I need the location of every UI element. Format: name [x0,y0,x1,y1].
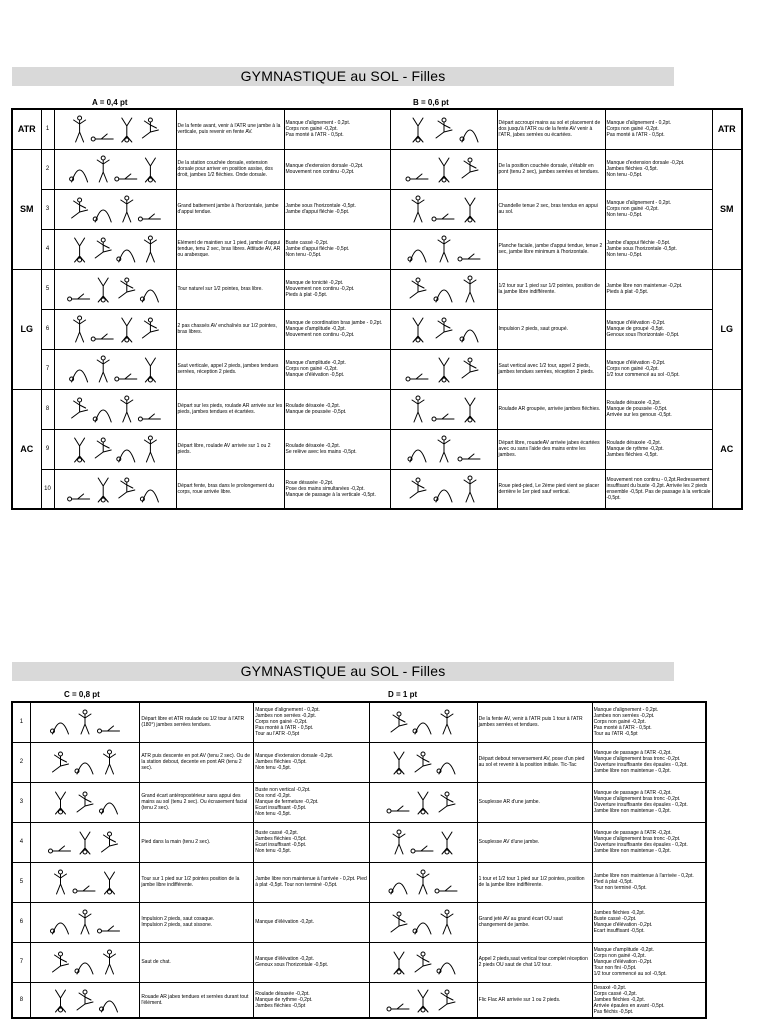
gymnast-figure-illustration [375,826,471,858]
group-label-right: AC [712,389,742,509]
gymnast-figure-illustration [375,946,471,978]
gymnast-figure-illustration [392,392,496,426]
gymnast-figure-illustration [392,232,496,266]
page1-title: GYMNASTIQUE au SOL - Filles [12,67,674,86]
illustration-d-cell [370,742,477,782]
illustration-b-cell [390,469,497,509]
illustration-b-cell [390,269,497,309]
element-number: 10 [41,469,54,509]
table-row [12,189,742,229]
element-number: 3 [41,189,54,229]
faults-b: Manque d'élévation -0,2pt. Corps non gainé -0,2pt. 1/2 tour commencé au sol -0,5pt. [605,349,712,389]
gymnast-figure-illustration [36,826,134,858]
illustration-c-cell [30,902,140,942]
faults-b: Manque d'alignement - 0,2pt. Corps non gainé -0,2pt. Pas monté à l'ATR - 0,5pt. [605,109,712,149]
illustration-d-cell [370,702,477,742]
element-number: 6 [12,902,30,942]
faults-a: Manque d'amplitude -0,2pt. Corps non gainé -0,2pt. Manque d'élévation -0,5pt. [284,349,390,389]
faults-d: Manque d'alignement - 0,2pt. Jambes non serrées -0,2pt. Corps non gainé -0,2pt. Pas monté à l'ATR - 0,5pt. Tour au l'ATR -0,5pt [592,702,706,742]
illustration-d-cell [370,902,477,942]
description-b: Départ libre, rouadeAV arrivée jabes écartées avec ou sans l'aide des mains entre les jambes. [497,429,605,469]
table-row [12,109,742,149]
illustration-c-cell [30,982,140,1018]
gymnast-figure-illustration [56,352,174,386]
group-label-right: ATR [712,109,742,149]
group-label-left: ATR [12,109,41,149]
description-d: Grand jeté AV au grand écart OU saut changement de jambe. [477,902,592,942]
illustration-b-cell [390,349,497,389]
group-label-right: LG [712,269,742,389]
faults-c: Jambe libre non maintenue à l'arrivée - 0,2pt. Pied à plat -0,5pt. Tour non terminé -0,5pt. [254,862,370,902]
faults-d: Manque de passage à l'ATR -0,2pt. Manque d'alignement bras tronc -0,2pt. Ouverture insuffisante des épaules - 0,2pt. Jambe libre non maintenue - 0,2pt. [592,782,706,822]
gymnast-figure-illustration [375,706,471,738]
description-a: Départ libre, roulade AV arrivée sur 1 ou 2 pieds. [176,429,284,469]
illustration-d-cell [370,782,477,822]
description-a: Tour naturel sur 1/2 pointes, bras libre. [176,269,284,309]
description-b: De la position couchée dorsale, s'établir en pont (tenu 2 sec), jambes serrées et tendues. [497,149,605,189]
gymnast-figure-illustration [36,746,134,778]
gymnast-figure-illustration [392,312,496,346]
illustration-a-cell [54,429,176,469]
description-a: De la fente avant, venir à l'ATR une jambe à la verticale, puis revenir en fente AV. [176,109,284,149]
table-row [12,429,742,469]
illustration-d-cell [370,862,477,902]
gymnast-figure-illustration [392,472,496,506]
faults-a: Roulade désaxée -0,2pt. Se relève avec les mains -0,5pt. [284,429,390,469]
faults-b: Manque d'alignement - 0,2pt. Corps non gainé -0,2pt. Non tenu -0,5pt. [605,189,712,229]
faults-a: Roulade désaxée -0,2pt. Manque de poussée -0,5pt. [284,389,390,429]
faults-c: Buste non vertical -0,2pt. Dos rond -0,2pt. Manque de fermeture -0,2pt. Ecart insuffisant -0,5pt. Non tenu -0,5pt. [254,782,370,822]
element-number: 4 [12,822,30,862]
description-b: Roue pied-pied, Le 2ème pied vient se placer derrière le 1er pied sauf vertical. [497,469,605,509]
gymnast-figure-illustration [392,192,496,226]
group-label-left: LG [12,269,41,389]
element-number: 3 [12,782,30,822]
illustration-c-cell [30,742,140,782]
gymnast-figure-illustration [56,112,174,146]
gymnast-figure-illustration [375,906,471,938]
faults-c: Manque d'alignement - 0,2pt. Jambes non serrées -0,2pt. Corps non gainé -0,2pt. Pas monté à l'ATR - 0,5pt. Tour au l'ATR -0,5pt [254,702,370,742]
element-number: 2 [12,742,30,782]
gymnast-figure-illustration [392,152,496,186]
element-number: 1 [12,702,30,742]
description-c: Rouade AR jabes tendues et serrées durant tout l'élément. [140,982,254,1018]
table-row [12,742,706,782]
description-b: 1/2 tour sur 1 pied sur 1/2 pointes, position de la jambe libre indifférente. [497,269,605,309]
illustration-a-cell [54,469,176,509]
faults-d: Manque d'amplitude -0,2pt. Corps non gainé -0,2pt. Manque d'élévation -0,2pt. Tour non fini -0,5pt. 1/2 tour commencé au sol -0,5pt. [592,942,706,982]
description-d: Appel 2 pieds,saut vertical tour complet réception 2 pieds OU saut de chat 1/2 tour. [477,942,592,982]
illustration-a-cell [54,109,176,149]
element-number: 5 [41,269,54,309]
description-c: Tour sur 1 pied sur 1/2 pointes position de la jambe libre indifférente. [140,862,254,902]
description-a: Saut verticale, appel 2 pieds, jambes tendues serrées, réception 2 pieds. [176,349,284,389]
description-d: Souplesse AR d'une jambe. [477,782,592,822]
illustration-a-cell [54,349,176,389]
page2-title: GYMNASTIQUE au SOL - Filles [12,662,674,681]
gymnast-figure-illustration [36,706,134,738]
description-d: Flic Flac AR arrivée sur 1 ou 2 pieds. [477,982,592,1018]
description-b: Saut vertical avec 1/2 tour, appel 2 pieds, jambes tendues serrées, réception 2 pieds. [497,349,605,389]
table-row [12,149,742,189]
gymnast-figure-illustration [36,866,134,898]
illustration-b-cell [390,429,497,469]
description-b: Planche faciale, jambe d'appui tendue, tenue 2 sec, jambe libre minimum à l'horizontale. [497,229,605,269]
table-row [12,862,706,902]
description-d: Départ debout renversement AV, pose d'un pied au sol et revenir à la position initiale. Tic-Tac [477,742,592,782]
gymnast-figure-illustration [56,192,174,226]
table-row [12,942,706,982]
gymnast-figure-illustration [36,906,134,938]
gymnast-figure-illustration [392,352,496,386]
faults-d: Jambes fléchies -0,2pt. Buste cassé -0,2pt. Manque d'élévation -0,2pt. Ecart insuffisant -0,5pt. [592,902,706,942]
description-b: Chandelle tenue 2 sec, bras tendus en appui au sol. [497,189,605,229]
description-c: Départ libre et ATR roulade ou 1/2 tour à l'ATR (180°) jambes serrées tendues. [140,702,254,742]
faults-a: Jambe sous l'horizontale -0,5pt. Jambe d'appui fléchie -0,5pt. [284,189,390,229]
table-row [12,309,742,349]
description-b: Impulsion 2 pieds, saut groupé. [497,309,605,349]
column-a-heading: A = 0,4 pt [92,98,128,107]
faults-d: Jambe libre non maintenue à l'arrivée - 0,2pt. Pied à plat -0,5pt. Tour non terminé -0,5pt. [592,862,706,902]
table-row [12,269,742,309]
gymnast-figure-illustration [36,984,134,1016]
gymnast-figure-illustration [56,472,174,506]
element-number: 2 [41,149,54,189]
description-c: Impulsion 2 pieds, saut cosaque. Impulsion 2 pieds, saut sissone. [140,902,254,942]
gymnast-figure-illustration [56,312,174,346]
element-number: 6 [41,309,54,349]
faults-c: Manque d'élévation -0,2pt. Genoux sous l'horizontale -0,5pt. [254,942,370,982]
gymnast-figure-illustration [392,272,496,306]
faults-c: Manque d'élévation -0,2pt. [254,902,370,942]
illustration-d-cell [370,822,477,862]
table-row [12,469,742,509]
description-a: Départ sur les pieds, roulade AR arrivée sur les pieds, jambes tendues et écartées. [176,389,284,429]
faults-a: Manque de coordination bras jambe - 0,2pt. Manque d'amplitude -0,2pt. Mouvement non continu -0,2pt. [284,309,390,349]
element-number: 7 [41,349,54,389]
illustration-c-cell [30,782,140,822]
faults-d: Manque de passage à l'ATR -0,2pt. Manque d'alignement bras tronc -0,2pt. Ouverture insuffisante des épaules - 0,2pt. Jambe libre non maintenue - 0,2pt. [592,742,706,782]
element-number: 8 [12,982,30,1018]
illustration-a-cell [54,309,176,349]
faults-b: Roulade désaxée -0,2pt. Manque de rythme -0,2pt. Jambes fléchies -0,5pt. [605,429,712,469]
gymnast-figure-illustration [375,984,471,1016]
description-c: ATR puis descente en pot AV (tenu 2 sec). Ou de la station debout, decente en pont AR (tenu 2 sec). [140,742,254,782]
description-d: Souplesse AV d'une jambe. [477,822,592,862]
illustration-b-cell [390,109,497,149]
gymnast-figure-illustration [56,232,174,266]
table-row [12,389,742,429]
illustration-a-cell [54,389,176,429]
illustration-b-cell [390,309,497,349]
faults-a: Manque de tonicité -0,2pt. Mouvement non continu -0,2pt. Pieds à plat -0,5pt. [284,269,390,309]
table-row [12,782,706,822]
gymnast-figure-illustration [56,392,174,426]
illustration-a-cell [54,189,176,229]
table-row [12,229,742,269]
table-row [12,349,742,389]
element-number: 5 [12,862,30,902]
table-row [12,702,706,742]
table-row [12,902,706,942]
description-b: Départ accroupi mains au sol et placement de dos jusqu'à l'ATR ou de la fente AV venir à l'ATR, jabes serrées ou écartées. [497,109,605,149]
description-a: De la station couchée dorsale, extension dorsale pour arriver en position assise, dos droit, jambes 1/2 fléchies. Onde dorsale. [176,149,284,189]
illustration-b-cell [390,229,497,269]
illustration-b-cell [390,149,497,189]
description-a: Elément de maintien sur 1 pied, jambe d'appui tendue, tenu 2 sec, bras libres. Attitude AV, AR ou arabesque. [176,229,284,269]
description-a: Grand battement jambe à l'horizontale, jambe d'appui tendue. [176,189,284,229]
illustration-a-cell [54,149,176,189]
faults-d: Desaxé -0,2pt. Corps cassé -0,2pt. Jambes fléchies -0,2pt. Arrivée épaules en avant -0,5pt. Pas fléchis -0,5pt. [592,982,706,1018]
description-a: 2 pas chassés AV enchaînés sur 1/2 pointes, bras libres. [176,309,284,349]
faults-a: Roue désaxée -0,2pt. Pose des mains simultanées -0,2pt. Manque de passage à la verticale -0,5pt. [284,469,390,509]
description-c: Saut de chat. [140,942,254,982]
faults-b: Manque d'élévation -0,2pt. Manque de groupé -0,5pt. Genoux sous l'horizontale -0,5pt. [605,309,712,349]
gymnast-figure-illustration [392,432,496,466]
faults-a: Buste cassé -0,2pt. Jambe d'appui fléchie -0,5pt. Non tenu -0,5pt. [284,229,390,269]
gymnast-figure-illustration [375,746,471,778]
column-b-heading: B = 0,6 pt [413,98,449,107]
group-label-right: SM [712,149,742,269]
group-label-left: AC [12,389,41,509]
gymnast-figure-illustration [56,152,174,186]
description-c: Pied dans la main (tenu 2 sec). [140,822,254,862]
gymnast-figure-illustration [36,786,134,818]
table-row [12,822,706,862]
description-d: 1 tour et 1/2 tour 1 pied sur 1/2 pointes, position de la jambe libre indifférente. [477,862,592,902]
column-d-heading: D = 1 pt [388,690,418,699]
illustration-a-cell [54,229,176,269]
gymnast-figure-illustration [392,112,496,146]
table-row [12,982,706,1018]
column-c-heading: C = 0,8 pt [64,690,100,699]
gymnast-figure-illustration [375,866,471,898]
element-number: 4 [41,229,54,269]
faults-b: Manque d'extension dorsale -0,2pt. Jambes fléchies -0,5pt. Non tenu -0,5pt. [605,149,712,189]
gymnast-figure-illustration [36,946,134,978]
page2-elements-table [11,701,707,1019]
illustration-c-cell [30,862,140,902]
gymnast-figure-illustration [56,272,174,306]
illustration-d-cell [370,982,477,1018]
description-b: Roulade AR groupée, arrivée jambes fléchies. [497,389,605,429]
faults-b: Jambe libre non maintenue -0,2pt. Pieds à plat -0,5pt. [605,269,712,309]
gymnast-figure-illustration [56,432,174,466]
illustration-a-cell [54,269,176,309]
faults-d: Manque de passage à l'ATR -0,2pt. Manque d'alignement bras tronc -0,2pt. Ouverture insuffisante des épaules - 0,2pt. Jambe libre non maintenue - 0,2pt. [592,822,706,862]
element-number: 8 [41,389,54,429]
faults-b: Jambe d'appui fléchie -0,5pt. Jambe sous l'horizontale -0,5pt. Non tenu -0,5pt. [605,229,712,269]
illustration-b-cell [390,189,497,229]
faults-a: Manque d'alignement - 0,2pt. Corps non gainé -0,2pt. Pas monté à l'ATR - 0,5pt. [284,109,390,149]
illustration-b-cell [390,389,497,429]
faults-c: Manque d'extension dorsale -0,2pt. Jambes fléchies -0,5pt. Non tenu -0,5pt. [254,742,370,782]
illustration-c-cell [30,822,140,862]
faults-c: Buste cassé -0,2pt. Jambes fléchies -0,5pt. Ecart insuffisant -0,5pt. Non tenu -0,5pt. [254,822,370,862]
page1-elements-table [11,108,743,510]
illustration-c-cell [30,702,140,742]
element-number: 1 [41,109,54,149]
illustration-c-cell [30,942,140,982]
faults-b: Mouvement non continu - 0,2pt.Redressement insuffisant du buste -0,2pt. Arrivée les 2 pieds ensemble -0,5pt. Pas de passage à la verticale -0,5pt. [605,469,712,509]
group-label-left: SM [12,149,41,269]
element-number: 9 [41,429,54,469]
gymnast-figure-illustration [375,786,471,818]
faults-b: Roulade désaxée -0,2pt. Manque de poussée -0,5pt. Arrivée sur les genoux -0,5pt. [605,389,712,429]
element-number: 7 [12,942,30,982]
description-c: Grand écart antéropostérieur sans appui des mains au sol (tenu 2 sec). Ou écrasement facial (tenu 2 sec). [140,782,254,822]
faults-a: Manque d'extension dorsale -0,2pt. Mouvement non continu -0,2pt. [284,149,390,189]
faults-c: Roulade désaxée -0,2pt. Manque de rythme -0,2pt. Jambes fléchies -0,5pt [254,982,370,1018]
illustration-d-cell [370,942,477,982]
description-d: De la fente AV, venir à l'ATR puis 1 tour à l'ATR jambes serrées et tendues. [477,702,592,742]
description-a: Départ fente, bras dans le prolongement du corps, roue arrivée libre. [176,469,284,509]
